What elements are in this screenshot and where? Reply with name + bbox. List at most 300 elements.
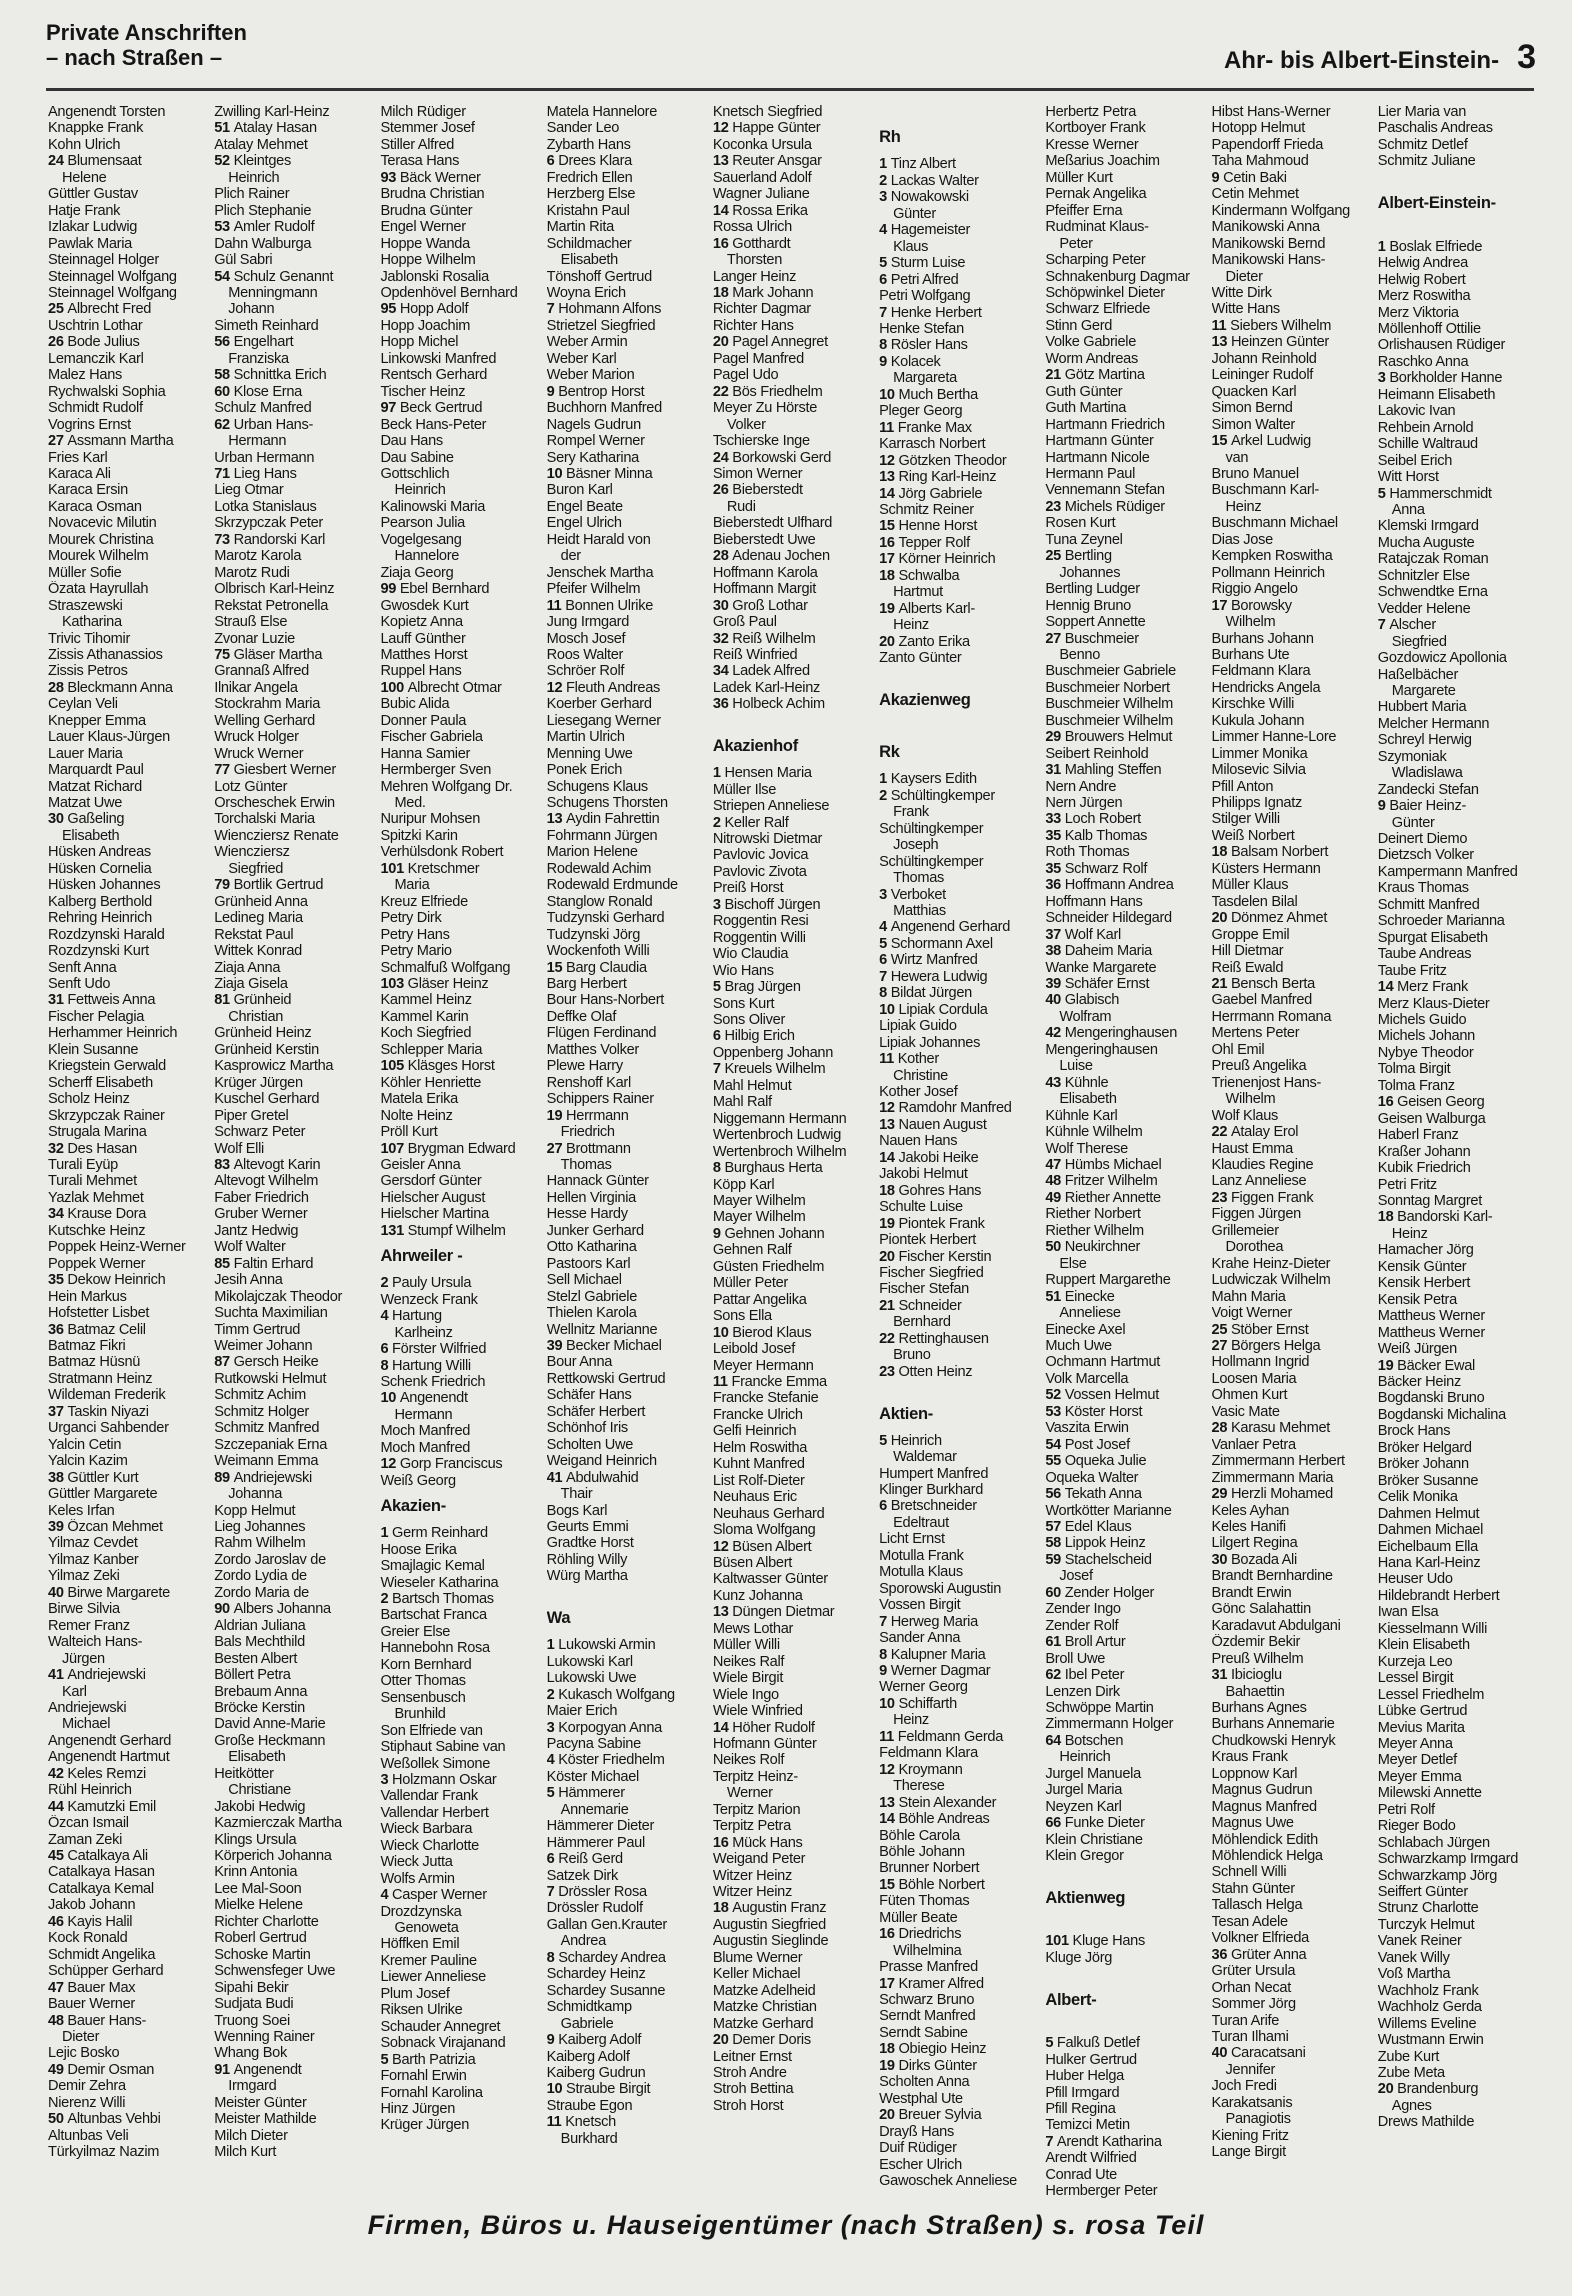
listing-entry: Wolfs Armin [380, 1870, 455, 1887]
listing-entry: Manikowski Hans- [1211, 252, 1326, 269]
listing-entry: Richter Hans [712, 317, 794, 334]
listing-entry: Otto Katharina [546, 1239, 637, 1256]
house-number: 34 [48, 1206, 68, 1223]
listing-entry: Seibel Erich [1377, 452, 1453, 469]
listing-continuation: Friedrich [560, 1124, 615, 1141]
listing-entry: Schwarz Elfriede [1045, 301, 1151, 318]
house-number: 16 [879, 534, 899, 551]
listing-entry: 12 Götzken Theodor [879, 452, 1007, 469]
listing-column [214, 104, 374, 2200]
listing-entry: Kammel Heinz [380, 992, 472, 1009]
listing-entry: 3 Borkholder Hanne [1377, 370, 1503, 387]
listing-entry: 1 Germ Reinhard [380, 1525, 488, 1542]
listing-entry: Lanz Anneliese [1211, 1173, 1307, 1190]
street-heading: Rk [879, 743, 900, 762]
house-number: 4 [879, 222, 891, 239]
listing-entry: Hesse Hardy [546, 1206, 628, 1223]
listing-entry: 50 Neukirchner [1045, 1239, 1141, 1256]
listing-entry: Nybye Theodor [1377, 1044, 1474, 1061]
house-number: 64 [1045, 1732, 1065, 1749]
listing-entry: Milch Dieter [214, 2127, 288, 2144]
listing-entry: Mevius Marita [1377, 1719, 1465, 1736]
listing-entry: 14 Merz Frank [1377, 979, 1468, 996]
listing-entry: 31 Mahling Steffen [1045, 762, 1162, 779]
listing-continuation: Heinz [893, 1712, 929, 1729]
listing-entry: Wiele Winfried [712, 1703, 803, 1720]
listing-entry: Rahm Wilhelm [214, 1535, 306, 1552]
listing-entry: Renshoff Karl [546, 1074, 631, 1091]
listing-entry: 13 Heinzen Günter [1211, 334, 1329, 351]
listing-continuation: Wilhelm [1225, 614, 1276, 631]
listing-entry: Nuripur Mohsen [380, 811, 481, 828]
listing-entry: Skrzypczak Rainer [48, 1107, 165, 1124]
listing-entry: 5 Hämmerer [546, 1785, 625, 1802]
house-number: 48 [1045, 1173, 1065, 1190]
listing-entry: Hannack Günter [546, 1173, 649, 1190]
listing-entry: Welling Gerhard [214, 712, 315, 729]
listing-entry: Seiffert Günter [1377, 1884, 1468, 1901]
listing-entry: Hildebrandt Herbert [1377, 1587, 1500, 1604]
listing-entry: 39 Becker Michael [546, 1337, 662, 1354]
listing-entry: 21 Schneider [879, 1297, 962, 1314]
listing-entry: Özdemir Bekir [1211, 1634, 1301, 1651]
listing-entry: Kresse Werner [1045, 136, 1139, 153]
listing-entry: Plum Josef [380, 1985, 450, 2002]
listing-entry: Müller Kurt [1045, 169, 1113, 186]
listing-entry: 40 Caracatsani [1211, 2045, 1306, 2062]
listing-entry: 16 Gotthardt [712, 235, 791, 252]
listing-entry: 7 Alscher [1377, 617, 1436, 634]
listing-entry: 5 Schormann Axel [879, 935, 993, 952]
house-number: 83 [214, 1157, 234, 1173]
listing-entry: Rentsch Gerhard [380, 367, 488, 384]
listing-entry: Stemmer Josef [380, 120, 475, 137]
house-number: 14 [1377, 979, 1398, 996]
listing-entry: Bertling Ludger [1045, 581, 1140, 598]
listing-entry: Simon Bernd [1211, 400, 1293, 417]
listing-entry: 10 Schiffarth [879, 1695, 957, 1712]
listing-entry: Pollmann Heinrich [1211, 564, 1325, 581]
listing-entry: Knetsch Siegfried [712, 104, 823, 120]
listing-entry: Langer Heinz [712, 268, 797, 285]
house-number: 27 [1045, 630, 1065, 647]
listing-entry: Dias Jose [1211, 531, 1273, 548]
listing-entry: Wolf Walter [214, 1239, 286, 1256]
listing-entry: Kuschel Gerhard [214, 1091, 320, 1108]
listing-entry: Sloma Wolfgang [712, 1522, 816, 1539]
house-number: 3 [546, 1719, 559, 1736]
listing-entry: 83 Altevogt Karin [214, 1157, 321, 1173]
house-number: 3 [380, 1771, 393, 1788]
listing-entry: Merz Roswitha [1377, 288, 1471, 305]
house-number: 131 [380, 1222, 408, 1239]
house-number: 17 [879, 551, 899, 568]
listing-entry: Meyer Detlef [1377, 1752, 1457, 1769]
listing-entry: David Anne-Marie [214, 1716, 326, 1733]
listing-entry: Karadavut Abdulgani [1211, 1617, 1341, 1634]
listing-entry: Kremer Pauline [380, 1952, 477, 1969]
house-number: 20 [879, 633, 899, 650]
listing-entry: Wieck Jutta [380, 1854, 453, 1871]
listing-entry: 25 Bertling [1045, 548, 1112, 565]
listing-entry: Terasa Hans [380, 153, 460, 170]
listing-entry: Schmitz Reiner [879, 501, 974, 518]
house-number: 59 [1045, 1551, 1065, 1568]
house-number: 51 [1045, 1288, 1065, 1305]
listing-entry: Weber Marion [546, 367, 635, 384]
listing-entry: Jakobi Helmut [879, 1166, 968, 1183]
house-number: 61 [1045, 1634, 1065, 1651]
listing-entry: 46 Kayis Halil [48, 1913, 133, 1930]
listing-continuation: Dieter [62, 2029, 100, 2046]
listing-entry: Kluge Jörg [1045, 1949, 1113, 1966]
listing-entry: Kasprowicz Martha [214, 1058, 334, 1075]
listing-continuation: Bernhard [893, 1314, 951, 1331]
listing-continuation: Therese [893, 1778, 945, 1795]
listing-entry: Riggio Angelo [1211, 581, 1298, 598]
listing-entry: Türkyilmaz Nazim [48, 2144, 160, 2161]
listing-continuation: Wilhelmina [893, 1942, 962, 1959]
listing-entry: Bröker Susanne [1377, 1472, 1479, 1489]
listing-entry: Augustin Sieglinde [712, 1933, 829, 1950]
house-number: 100 [380, 679, 408, 696]
listing-entry: Kohn Ulrich [48, 136, 121, 153]
house-number: 7 [879, 304, 891, 321]
house-number: 3 [879, 189, 891, 206]
house-number: 10 [879, 386, 899, 403]
listing-entry: Gallan Gen.Krauter [546, 1916, 667, 1933]
listing-entry: Kempken Roswitha [1211, 548, 1333, 565]
listing-continuation: Anneliese [1059, 1305, 1121, 1322]
house-number: 15 [879, 518, 899, 535]
listing-entry: Herbertz Petra [1045, 104, 1137, 120]
listing-entry: 47 Bauer Max [48, 1979, 136, 1996]
listing-entry: Engel Werner [380, 219, 466, 236]
listing-entry: Keles Irfan [48, 1502, 115, 1519]
listing-entry: Hopp Michel [380, 334, 459, 351]
listing-entry: Roberl Gertrud [214, 1930, 307, 1947]
house-number: 3 [1377, 370, 1390, 387]
street-range: Ahr- bis Albert-Einstein- [1223, 47, 1500, 74]
listing-entry: Lübke Gertrud [1377, 1703, 1468, 1720]
listing-entry: Orlishausen Rüdiger [1377, 337, 1506, 354]
listing-entry: Neuhaus Gerhard [712, 1505, 825, 1522]
listing-continuation: Volker [726, 416, 766, 433]
house-number: 9 [546, 2032, 559, 2049]
listing-entry: Remer Franz [48, 1617, 130, 1634]
house-number: 12 [712, 120, 733, 137]
listing-entry: Bröcke Kerstin [214, 1699, 305, 1716]
house-number: 10 [546, 465, 567, 482]
listing-entry: Trienenjost Hans- [1211, 1074, 1322, 1091]
listing-continuation: Hartmut [893, 584, 943, 601]
listing-entry: Zimmermann Holger [1045, 1716, 1174, 1733]
listing-entry: Möllenhoff Ottilie [1377, 320, 1481, 337]
listing-entry: Güsten Friedhelm [712, 1258, 825, 1275]
listing-entry: 11 Feldmann Gerda [879, 1728, 1004, 1745]
listing-entry: Terpitz Marion [712, 1801, 801, 1818]
listing-entry: Jakobi Hedwig [214, 1798, 306, 1815]
listing-entry: Altunbas Veli [48, 2127, 129, 2144]
listing-entry: Tesan Adele [1211, 1913, 1288, 1930]
listing-entry: Mikolajczak Theodor [214, 1288, 343, 1305]
listing-entry: Milosevic Silvia [1211, 762, 1306, 779]
listing-entry: Schwendtke Erna [1377, 584, 1488, 601]
listing-entry: 48 Bauer Hans- [48, 2012, 147, 2029]
house-number: 53 [214, 219, 234, 236]
listing-entry: Gersdorf Günter [380, 1173, 482, 1190]
listing-entry: Kalberg Berthold [48, 893, 152, 910]
house-number: 47 [48, 1979, 68, 1996]
listing-entry: 13 Reuter Ansgar [712, 153, 822, 170]
listing-entry: 13 Ring Karl-Heinz [879, 469, 997, 486]
listing-entry: 99 Ebel Bernhard [380, 581, 490, 598]
listing-entry: Kaltwasser Günter [712, 1571, 828, 1588]
listing-entry: Zybarth Hans [546, 136, 631, 153]
listing-entry: 10 Angenendt [380, 1390, 468, 1407]
listing-entry: Rieger Bodo [1377, 1818, 1456, 1835]
listing-entry: Klein Elisabeth [1377, 1637, 1470, 1654]
listing-entry: Sensenbusch [380, 1689, 466, 1706]
listing-entry: Nitrowski Dietmar [712, 831, 823, 848]
listing-entry: 2 Kukasch Wolfgang [546, 1686, 675, 1703]
listing-entry: Catalkaya Hasan [48, 1864, 155, 1881]
listing-entry: Serndt Sabine [879, 2024, 968, 2041]
house-number: 21 [879, 1297, 899, 1314]
house-number: 22 [712, 383, 733, 400]
listing-entry: Wustmann Erwin [1377, 2032, 1484, 2049]
listing-entry: Bäcker Heinz [1377, 1373, 1461, 1390]
listing-entry: Urban Hermann [214, 449, 315, 466]
listing-entry: Plich Stephanie [214, 202, 312, 219]
listing-column [48, 104, 208, 2200]
listing-entry: Klings Ursula [214, 1831, 297, 1848]
listing-entry: Leibold Josef [712, 1341, 795, 1358]
house-number: 36 [48, 1321, 68, 1338]
listing-continuation: Elisabeth [228, 1749, 286, 1766]
listing-entry: 16 Geisen Georg [1377, 1094, 1485, 1111]
house-number: 52 [1045, 1387, 1065, 1404]
listing-entry: Buschmeier Wilhelm [1045, 712, 1173, 729]
listing-entry: Jung Irmgard [546, 614, 630, 631]
listing-entry: 40 Glabisch [1045, 992, 1120, 1009]
listing-entry: Meister Mathilde [214, 2111, 317, 2128]
listing-entry: Lenzen Dirk [1045, 1683, 1120, 1700]
listing-entry: Zube Meta [1377, 2065, 1445, 2082]
listing-continuation: Hermann [394, 1406, 453, 1423]
listing-entry: Zaman Zeki [48, 1831, 123, 1848]
listing-entry: 73 Randorski Karl [214, 531, 326, 548]
listing-entry: 23 Otten Heinz [879, 1363, 973, 1380]
listing-entry: Scholten Anna [879, 2074, 970, 2091]
listing-entry: 52 Vossen Helmut [1045, 1387, 1159, 1404]
listing-entry: 4 Casper Werner [380, 1887, 487, 1904]
listing-entry: 43 Kühnle [1045, 1074, 1109, 1091]
house-number: 19 [879, 1215, 899, 1232]
listing-entry: Witzer Heinz [712, 1884, 792, 1901]
listing-entry: 33 Loch Robert [1045, 811, 1141, 828]
listing-entry: 45 Catalkaya Ali [48, 1848, 148, 1865]
listing-entry: Celik Monika [1377, 1489, 1458, 1506]
listing-entry: Lee Mal-Soon [214, 1880, 302, 1897]
listing-entry: Yalcin Kazim [48, 1453, 128, 1470]
listing-entry: 18 Schwalba [879, 567, 960, 584]
listing-entry: Schreyl Herwig [1377, 732, 1472, 749]
listing-entry: Riether Norbert [1045, 1206, 1141, 1223]
listing-entry: Möhlendick Helga [1211, 1848, 1323, 1865]
listing-entry: Kopietz Anna [380, 614, 463, 631]
listing-entry: Hellen Virginia [546, 1189, 636, 1206]
listing-entry: Kurzeja Leo [1377, 1653, 1453, 1670]
listing-entry: Lier Maria van [1377, 104, 1467, 120]
house-number: 14 [879, 485, 899, 502]
listing-entry: 11 Franke Max [879, 419, 972, 436]
house-number: 9 [712, 1225, 725, 1242]
listing-entry: Hinz Jürgen [380, 2101, 456, 2118]
listing-entry: Zordo Lydia de [214, 1568, 307, 1585]
listing-entry: Zvonar Luzie [214, 630, 295, 647]
listing-entry: Pacyna Sabine [546, 1735, 641, 1752]
listing-entry: Barg Herbert [546, 976, 627, 993]
listing-entry: Strunz Charlotte [1377, 1900, 1479, 1917]
house-number: 29 [1045, 729, 1065, 746]
listing-entry: Bals Mechthild [214, 1634, 305, 1651]
listing-entry: Mahn Maria [1211, 1288, 1286, 1305]
listing-entry: Francke Ulrich [712, 1406, 803, 1423]
listing-entry: Turczyk Helmut [1377, 1916, 1475, 1933]
house-number: 8 [879, 1646, 891, 1663]
listing-entry: Vallendar Herbert [380, 1804, 489, 1821]
section-title-line2: – nach Straßen – [46, 45, 223, 70]
listing-entry: 22 Bös Friedhelm [712, 383, 823, 400]
listing-entry: Gaebel Manfred [1211, 992, 1312, 1009]
listing-continuation: Michael [62, 1716, 111, 1733]
listing-entry: Wittek Konrad [214, 943, 302, 960]
listing-entry: Hartmann Friedrich [1045, 416, 1165, 433]
listing-entry: Hoffmann Karola [712, 564, 818, 581]
listing-entry: Kalinowski Maria [380, 498, 486, 515]
listing-entry: Feldmann Klara [879, 1745, 978, 1762]
listing-entry: 15 Barg Claudia [546, 959, 647, 976]
listing-entry: Merz Viktoria [1377, 304, 1459, 321]
listing-entry: Krüger Jürgen [214, 1074, 303, 1091]
listing-entry: Feldmann Klara [1211, 663, 1311, 680]
listing-column [380, 104, 540, 2200]
listing-entry: Böhle Johann [879, 1843, 965, 1860]
listing-entry: Güttler Gustav [48, 186, 138, 203]
house-number: 35 [1045, 827, 1065, 844]
listing-entry: Fredrich Ellen [546, 169, 633, 186]
listing-entry: Stockrahm Maria [214, 696, 321, 713]
listing-entry: Voß Martha [1377, 1966, 1451, 1983]
listing-entry: Kubik Friedrich [1377, 1160, 1471, 1177]
listing-entry: Neikes Ralf [712, 1653, 785, 1670]
listing-entry: Schardey Susanne [546, 1982, 666, 1999]
listing-entry: Wockenfoth Willi [546, 943, 650, 960]
listing-entry: 101 Kretschmer [380, 860, 480, 877]
listing-entry: Groppe Emil [1211, 926, 1290, 943]
listing-entry: Schlepper Maria [380, 1041, 483, 1058]
listing-entry: Orscheschek Erwin [214, 795, 335, 812]
listing-continuation: Wilhelm [1225, 1091, 1276, 1108]
listing-entry: Zender Ingo [1045, 1601, 1121, 1618]
listing-entry: Zissis Athanassios [48, 646, 163, 663]
spacer [879, 104, 1039, 120]
listing-entry: Mews Lothar [712, 1620, 794, 1637]
street-range-header [1223, 38, 1536, 76]
house-number: 66 [1045, 1815, 1065, 1832]
listing-entry: Wagner Juliane [712, 186, 810, 203]
spacer [1045, 1966, 1205, 1982]
listing-entry: Kreuz Elfriede [380, 893, 468, 910]
listing-entry: 7 Arendt Katharina [1045, 2133, 1162, 2150]
listing-entry: Figgen Jürgen [1211, 1206, 1301, 1223]
listing-entry: Bubic Alida [380, 696, 450, 713]
listing-entry: 28 Adenau Jochen [712, 548, 830, 565]
listing-entry: Knepper Emma [48, 712, 146, 729]
listing-entry: Matela Erika [380, 1091, 458, 1108]
listing-entry: 30 Groß Lothar [712, 597, 808, 614]
listing-entry: 85 Faltin Erhard [214, 1255, 314, 1272]
listing-entry: Ledineg Maria [214, 910, 303, 927]
house-number: 28 [712, 548, 733, 565]
listing-entry: Westphal Ute [879, 2090, 963, 2107]
house-number: 14 [879, 1811, 899, 1828]
listing-continuation: Else [1059, 1255, 1087, 1272]
listing-continuation: Christiane [228, 1782, 291, 1799]
listing-entry: Brudna Christian [380, 186, 485, 203]
listing-entry: Turali Mehmet [48, 1173, 137, 1190]
listing-entry: Roggentin Resi [712, 913, 809, 930]
listing-entry: Wachholz Gerda [1377, 1999, 1482, 2016]
listing-entry: 41 Abdulwahid [546, 1469, 639, 1486]
listing-entry: Strugala Marina [48, 1124, 147, 1141]
listing-entry: Hielscher August [380, 1189, 486, 1206]
listing-entry: Pfeifer Wilhelm [546, 581, 641, 598]
street-heading: Albert- [1045, 1990, 1097, 2009]
house-number: 6 [879, 271, 891, 288]
house-number: 93 [380, 169, 400, 186]
listing-entry: Milch Kurt [214, 2144, 277, 2161]
listing-entry: Köpp Karl [712, 1176, 775, 1193]
listing-entry: Dahmen Helmut [1377, 1505, 1480, 1522]
listing-entry: Turan Arife [1211, 2012, 1280, 2029]
listing-columns [48, 104, 1538, 2200]
listing-entry: Plewe Harry [546, 1058, 623, 1075]
listing-entry: Gozdowicz Apollonia [1377, 650, 1507, 667]
listing-entry: Menning Uwe [546, 745, 633, 762]
footer-note: Firmen, Büros u. Hauseigentümer (nach Straßen) s. rosa Teil [367, 2210, 1205, 2240]
listing-entry: Lukowski Uwe [546, 1670, 637, 1687]
listing-entry: Buschmann Karl- [1211, 482, 1319, 499]
listing-entry: 12 Fleuth Andreas [546, 679, 661, 696]
listing-continuation: Klaus [893, 238, 929, 255]
street-heading: Aktien- [879, 1404, 933, 1423]
listing-entry: 8 Schardey Andrea [546, 1949, 666, 1966]
listing-entry: Schroeder Marianna [1377, 913, 1505, 930]
listing-entry: Hamacher Jörg [1377, 1242, 1474, 1259]
listing-entry: Wertenbroch Wilhelm [712, 1143, 847, 1160]
listing-entry: Volk Marcella [1045, 1370, 1129, 1387]
listing-entry: 14 Jakobi Heike [879, 1149, 979, 1166]
listing-continuation: Josef [1059, 1568, 1093, 1585]
house-number: 103 [380, 976, 408, 993]
listing-entry: Urganci Sahbender [48, 1420, 169, 1437]
listing-entry: Szczepaniak Erna [214, 1436, 328, 1453]
listing-entry: Willems Eveline [1377, 2015, 1477, 2032]
listing-entry: 11 Francke Emma [712, 1373, 827, 1390]
listing-entry: 54 Post Josef [1045, 1436, 1130, 1453]
